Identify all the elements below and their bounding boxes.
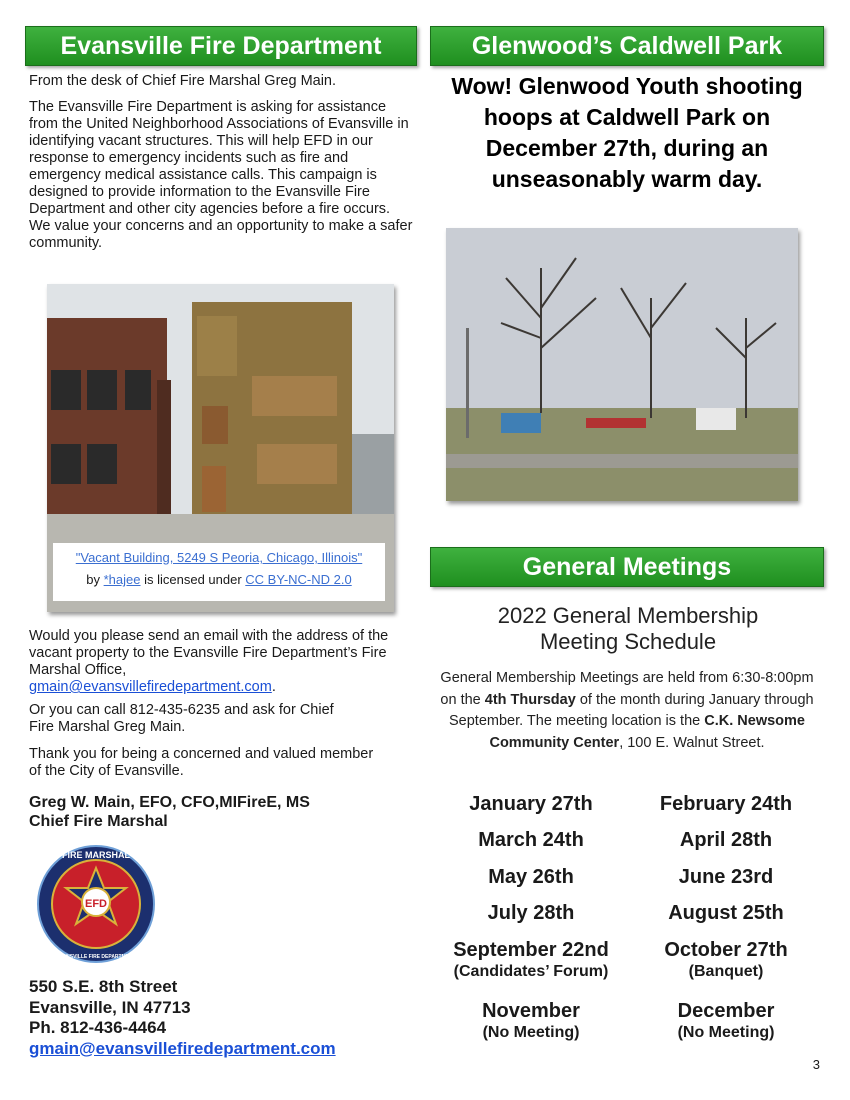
meeting-date: June 23rd — [678, 866, 774, 888]
park-headline: Wow! Glenwood Youth shooting hoops at Caldwell Park on December 27th, during an unseasonably warm day. — [451, 73, 803, 192]
address-line-1: 550 S.E. 8th Street — [29, 977, 178, 996]
intro-paragraph: The Evansville Fire Department is asking for assistance from the United Neighborhood Associations of Evansville in identifying vacant structures. This will help EFD in our response to emergency incidents such as fire and emergency medical assistance calls. This campaign is designed to provide information to the Evansville Fire Department and other city agencies before a fire occurs. We value your concerns and an opportunity to make a safer community. — [29, 99, 413, 251]
schedule-title: 2022 General Membership Meeting Schedule — [497, 603, 759, 654]
info-text-e: , 100 E. Walnut Street. — [619, 734, 765, 751]
email-link[interactable]: gmain@evansvillefiredepartment.com — [29, 679, 272, 695]
meeting-note: (Candidates’ Forum) — [453, 963, 609, 980]
meeting-nov — [431, 999, 631, 1043]
caldwell-park-banner — [430, 26, 824, 66]
info-text-a: General Membership Meetings are held from 6:30-8:00pm on the — [440, 670, 814, 708]
meeting-apr — [626, 828, 826, 852]
meeting-date: December — [677, 1000, 775, 1022]
meeting-date: July 28th — [487, 902, 575, 924]
meeting-sep — [431, 938, 631, 982]
info-venue: C.K. Newsome Community Center — [489, 713, 805, 751]
phone-line: Ph. 812-436-4464 — [29, 1018, 167, 1037]
meeting-date: November — [482, 1000, 580, 1022]
meeting-date: April 28th — [679, 829, 773, 851]
general-meetings-banner — [430, 547, 824, 587]
license-link[interactable]: CC BY-NC-ND 2.0 — [245, 572, 352, 587]
footer-email-link[interactable]: gmain@evansvillefiredepartment.com — [29, 1038, 336, 1058]
meeting-jan — [431, 792, 631, 816]
signature-title: Chief Fire Marshal — [29, 813, 168, 830]
meeting-oct — [626, 938, 826, 982]
call-text: Or you can call 812-435-6235 and ask for Chief Fire Marshal Greg Main. — [29, 702, 334, 735]
email-request-text: Would you please send an email with the address of the vacant property to the Evansville Fire Department’s Fire Marshal Office, — [29, 628, 389, 678]
email-period: . — [271, 679, 276, 695]
meeting-date: January 27th — [469, 793, 593, 815]
seal-bottom-text: EVANSVILLE FIRE DEPARTMENT — [56, 954, 136, 960]
meeting-date: May 26th — [488, 866, 574, 888]
address-line-2: Evansville, IN 47713 — [29, 997, 191, 1017]
seal-center-text: EFD — [85, 898, 107, 910]
meeting-note: (Banquet) — [688, 963, 764, 980]
meeting-date: August 25th — [668, 902, 784, 924]
thanks-text: Thank you for being a concerned and valued member of the City of Evansville. — [29, 746, 374, 779]
seal-top-text: FIRE MARSHAL — [62, 850, 130, 860]
author-link[interactable]: *hajee — [103, 572, 141, 587]
photo-title-link[interactable]: "Vacant Building, 5249 S Peoria, Chicago, Illinois" — [75, 550, 363, 565]
meeting-note: (No Meeting) — [482, 1024, 580, 1041]
meeting-dec — [626, 999, 826, 1043]
page-number: 3 — [812, 1057, 820, 1072]
caldwell-park-photo — [446, 228, 798, 501]
meeting-date: October 27th — [664, 939, 788, 961]
general-meetings-title: General Meetings — [522, 552, 732, 581]
caption-by: by — [86, 572, 104, 587]
caldwell-banner-title: Glenwood’s Caldwell Park — [471, 31, 783, 60]
meeting-jul — [431, 901, 631, 925]
caption-licensed: is licensed under — [140, 572, 246, 587]
photo-caption — [53, 543, 385, 601]
meeting-aug — [626, 901, 826, 925]
email-request — [29, 628, 414, 696]
meeting-date: February 24th — [659, 793, 793, 815]
meeting-date: September 22nd — [453, 939, 609, 961]
fire-marshal-seal — [36, 844, 156, 964]
meeting-mar — [431, 828, 631, 852]
signature-name: Greg W. Main, EFO, CFO,MIFireE, MS — [29, 794, 310, 811]
info-text-c: of the month during January through September. The meeting location is the — [449, 691, 814, 729]
meeting-info — [440, 668, 814, 754]
meeting-note: (No Meeting) — [677, 1024, 775, 1041]
info-fourth-thursday: 4th Thursday — [484, 691, 576, 708]
efd-banner-title: Evansville Fire Department — [60, 31, 382, 60]
desk-line: From the desk of Chief Fire Marshal Greg Main. — [29, 73, 337, 89]
meeting-date: March 24th — [478, 829, 584, 851]
contact-block — [29, 977, 414, 1059]
meeting-feb — [626, 792, 826, 816]
efd-banner — [25, 26, 417, 66]
meeting-jun — [626, 865, 826, 889]
meeting-may — [431, 865, 631, 889]
